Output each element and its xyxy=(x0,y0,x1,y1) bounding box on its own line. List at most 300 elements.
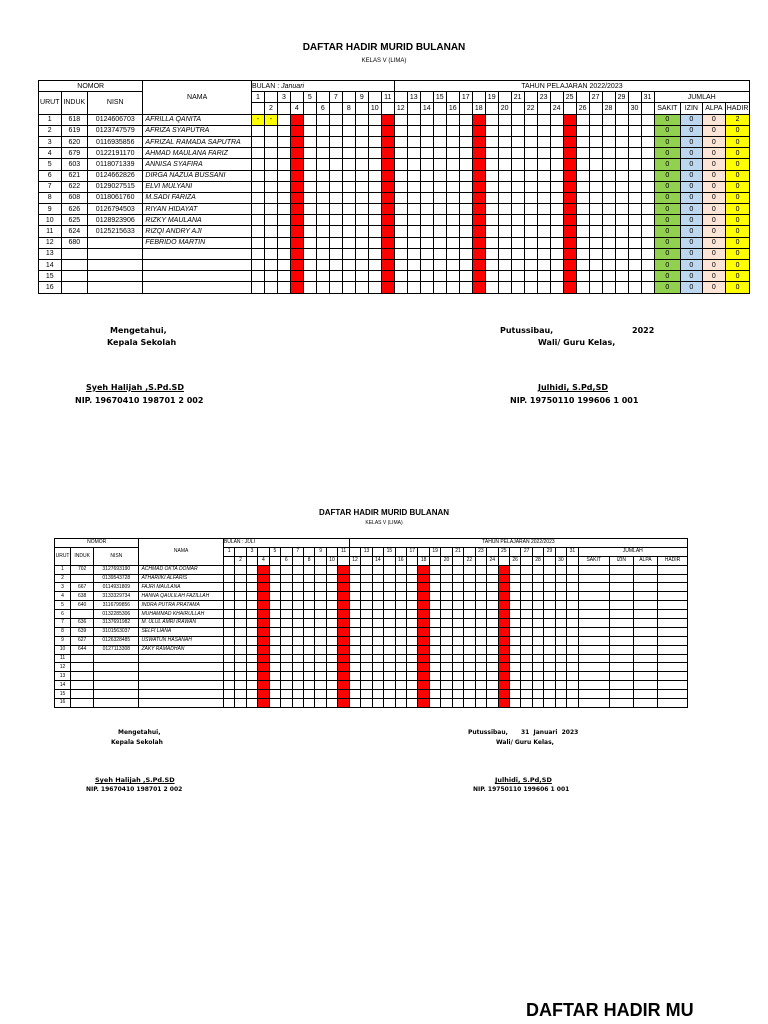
day-1: 1 xyxy=(223,547,234,556)
cell-day-19 xyxy=(429,645,440,654)
cell-izin xyxy=(609,645,633,654)
cell-urut: 3 xyxy=(39,136,62,147)
cell-day-3 xyxy=(277,237,290,248)
day-12-top xyxy=(349,547,360,556)
cell-day-23 xyxy=(537,148,550,159)
cell-hadir: 0 xyxy=(726,226,750,237)
cell-nama: ATHARIIKI ALFARIS xyxy=(139,574,223,583)
cell-day-21 xyxy=(452,619,463,628)
cell-day-24 xyxy=(487,627,498,636)
cell-day-5 xyxy=(303,215,316,226)
cell-day-14 xyxy=(420,192,433,203)
cell-day-4 xyxy=(290,148,303,159)
cell-nisn xyxy=(88,260,143,271)
cell-day-6 xyxy=(281,627,292,636)
sheet2-mengetahui: Mengetahui, xyxy=(118,729,161,736)
cell-day-31 xyxy=(641,148,654,159)
cell-day-17 xyxy=(459,159,472,170)
cell-day-21 xyxy=(511,136,524,147)
day-28-top xyxy=(532,547,543,556)
cell-day-27 xyxy=(521,672,532,681)
cell-day-26 xyxy=(509,636,520,645)
cell-nisn: 0125215633 xyxy=(88,226,143,237)
sheet1-title: DAFTAR HADIR MURID BULANAN xyxy=(302,42,466,53)
cell-day-28 xyxy=(602,148,615,159)
cell-day-7 xyxy=(329,181,342,192)
cell-day-3 xyxy=(246,672,257,681)
cell-day-23 xyxy=(537,260,550,271)
cell-day-29 xyxy=(544,592,555,601)
cell-day-16 xyxy=(395,636,406,645)
cell-day-17 xyxy=(407,681,418,690)
cell-day-23 xyxy=(537,159,550,170)
cell-induk: 620 xyxy=(61,136,88,147)
cell-day-7 xyxy=(292,672,303,681)
cell-day-28 xyxy=(532,645,543,654)
day-8: 8 xyxy=(342,103,355,114)
cell-day-30 xyxy=(628,148,641,159)
cell-day-5 xyxy=(269,583,280,592)
cell-day-9 xyxy=(315,663,326,672)
cell-day-18 xyxy=(418,681,429,690)
cell-alpa xyxy=(633,610,657,619)
sheet1-subtitle: KELAS V (LIMA) xyxy=(361,58,407,64)
cell-day-1 xyxy=(223,699,234,708)
cell-urut: 7 xyxy=(55,619,71,628)
cell-day-18 xyxy=(472,248,485,259)
cell-alpa xyxy=(633,619,657,628)
cell-day-6 xyxy=(281,636,292,645)
cell-day-19 xyxy=(485,148,498,159)
cell-day-12 xyxy=(349,645,360,654)
cell-day-26 xyxy=(576,170,589,181)
cell-day-8 xyxy=(342,125,355,136)
day-13-bottom xyxy=(407,103,420,114)
cell-day-12 xyxy=(349,699,360,708)
cell-day-23 xyxy=(537,181,550,192)
cell-day-18 xyxy=(418,672,429,681)
cell-day-28 xyxy=(532,619,543,628)
cell-day-31 xyxy=(567,610,578,619)
cell-day-23 xyxy=(475,583,486,592)
cell-alpa xyxy=(633,636,657,645)
cell-induk xyxy=(61,248,88,259)
cell-day-23 xyxy=(475,672,486,681)
cell-day-15 xyxy=(433,260,446,271)
cell-day-24 xyxy=(550,215,563,226)
cell-sakit xyxy=(578,627,609,636)
cell-sakit: 0 xyxy=(654,215,681,226)
cell-day-31 xyxy=(567,690,578,699)
cell-day-14 xyxy=(420,125,433,136)
cell-induk: 622 xyxy=(61,181,88,192)
cell-alpa xyxy=(633,627,657,636)
cell-day-16 xyxy=(395,592,406,601)
cell-izin: 0 xyxy=(681,136,703,147)
cell-hadir: 0 xyxy=(726,192,750,203)
day-7: 7 xyxy=(292,547,303,556)
cell-day-23 xyxy=(475,627,486,636)
cell-day-7 xyxy=(292,699,303,708)
cell-nisn: 3133329734 xyxy=(94,592,139,601)
header-urut: URUT xyxy=(39,92,62,114)
cell-day-31 xyxy=(567,601,578,610)
cell-day-14 xyxy=(372,645,383,654)
cell-day-3 xyxy=(277,271,290,282)
cell-day-17 xyxy=(407,601,418,610)
day-26: 26 xyxy=(509,556,520,565)
cell-day-16 xyxy=(446,204,459,215)
cell-day-3 xyxy=(277,248,290,259)
cell-day-2 xyxy=(264,159,277,170)
cell-day-12 xyxy=(394,148,407,159)
cell-alpa: 0 xyxy=(702,114,726,125)
day-29: 29 xyxy=(615,92,628,103)
day-3: 3 xyxy=(246,547,257,556)
cell-day-17 xyxy=(459,260,472,271)
cell-day-4 xyxy=(290,237,303,248)
cell-day-28 xyxy=(602,282,615,293)
cell-day-9 xyxy=(355,125,368,136)
cell-nisn xyxy=(94,681,139,690)
cell-day-8 xyxy=(303,699,314,708)
cell-urut: 15 xyxy=(39,271,62,282)
cell-day-3 xyxy=(277,181,290,192)
cell-day-20 xyxy=(498,260,511,271)
cell-day-30 xyxy=(628,170,641,181)
cell-day-24 xyxy=(550,192,563,203)
cell-day-27 xyxy=(589,271,602,282)
cell-nisn: 0129027515 xyxy=(88,181,143,192)
cell-day-5 xyxy=(303,148,316,159)
cell-day-19 xyxy=(485,282,498,293)
header-izin: IZIN xyxy=(681,103,703,114)
cell-day-16 xyxy=(395,574,406,583)
cell-day-14 xyxy=(372,565,383,574)
cell-izin xyxy=(609,699,633,708)
cell-day-20 xyxy=(441,690,452,699)
day-9: 9 xyxy=(355,92,368,103)
cell-day-24 xyxy=(550,226,563,237)
cell-day-17 xyxy=(407,627,418,636)
table-row xyxy=(39,282,750,293)
cell-nisn: 0139543728 xyxy=(94,574,139,583)
cell-day-24 xyxy=(487,610,498,619)
cell-day-31 xyxy=(641,159,654,170)
cell-day-10 xyxy=(368,271,381,282)
cell-day-19 xyxy=(429,690,440,699)
cell-day-21 xyxy=(511,215,524,226)
cell-day-3 xyxy=(277,125,290,136)
cell-nisn: 3127693190 xyxy=(94,565,139,574)
cell-day-31 xyxy=(567,681,578,690)
cell-hadir xyxy=(658,601,688,610)
cell-day-17 xyxy=(407,654,418,663)
cell-nisn: 0124606703 xyxy=(88,114,143,125)
cell-day-23 xyxy=(475,699,486,708)
day-29-bottom xyxy=(544,556,555,565)
cell-day-4 xyxy=(258,592,269,601)
sheet1-wali-kelas: Wali/ Guru Kelas, xyxy=(538,338,616,347)
cell-day-12 xyxy=(394,215,407,226)
cell-day-23 xyxy=(475,690,486,699)
cell-day-9 xyxy=(315,645,326,654)
cell-day-16 xyxy=(395,627,406,636)
cell-day-10 xyxy=(326,636,337,645)
cell-day-7 xyxy=(329,204,342,215)
table-row xyxy=(55,619,688,628)
cell-day-28 xyxy=(532,627,543,636)
cell-day-31 xyxy=(641,215,654,226)
cell-day-28 xyxy=(602,125,615,136)
day-30-top xyxy=(628,92,641,103)
cell-day-9 xyxy=(315,619,326,628)
cell-day-27 xyxy=(589,282,602,293)
cell-day-17 xyxy=(459,271,472,282)
table-row xyxy=(39,204,750,215)
cell-day-23 xyxy=(537,125,550,136)
cell-day-19 xyxy=(485,260,498,271)
cell-izin xyxy=(609,574,633,583)
day-13: 13 xyxy=(407,92,420,103)
cell-day-15 xyxy=(433,170,446,181)
cell-day-10 xyxy=(326,565,337,574)
cell-day-5 xyxy=(303,181,316,192)
cell-alpa: 0 xyxy=(702,136,726,147)
cell-day-24 xyxy=(550,282,563,293)
cell-day-29 xyxy=(544,645,555,654)
cell-nama: ACHMAD OKTA DOMAR xyxy=(139,565,223,574)
cell-day-16 xyxy=(395,601,406,610)
cell-day-15 xyxy=(384,619,395,628)
cell-day-11 xyxy=(381,271,394,282)
cell-sakit: 0 xyxy=(654,125,681,136)
cell-day-13 xyxy=(361,610,372,619)
cell-day-28 xyxy=(602,226,615,237)
cell-day-27 xyxy=(589,125,602,136)
cell-day-16 xyxy=(395,645,406,654)
cell-day-24 xyxy=(550,125,563,136)
cell-day-10 xyxy=(368,226,381,237)
cell-day-28 xyxy=(602,204,615,215)
cell-nama xyxy=(143,282,252,293)
day-17: 17 xyxy=(459,92,472,103)
cell-izin xyxy=(609,601,633,610)
cell-alpa: 0 xyxy=(702,181,726,192)
cell-day-2 xyxy=(235,574,246,583)
cell-izin xyxy=(609,636,633,645)
cell-day-6 xyxy=(316,204,329,215)
cell-day-31 xyxy=(567,592,578,601)
cell-day-12 xyxy=(394,204,407,215)
cell-day-8 xyxy=(303,601,314,610)
cell-day-7 xyxy=(292,565,303,574)
cell-day-8 xyxy=(342,148,355,159)
cell-day-22 xyxy=(464,601,475,610)
cell-day-14 xyxy=(420,248,433,259)
day-20-top xyxy=(498,92,511,103)
cell-day-23 xyxy=(537,271,550,282)
cell-day-30 xyxy=(628,226,641,237)
cell-day-18 xyxy=(418,654,429,663)
cell-day-25 xyxy=(563,170,576,181)
cell-day-17 xyxy=(407,636,418,645)
cell-izin xyxy=(609,663,633,672)
cell-day-24 xyxy=(487,672,498,681)
cell-day-30 xyxy=(555,654,566,663)
cell-nama: FAJRI MAULANA xyxy=(139,583,223,592)
cell-alpa: 0 xyxy=(702,148,726,159)
cell-day-12 xyxy=(394,114,407,125)
cell-hadir xyxy=(658,592,688,601)
cell-day-4 xyxy=(290,192,303,203)
cell-day-26 xyxy=(576,237,589,248)
header-row-1 xyxy=(55,539,688,548)
cell-day-27 xyxy=(521,610,532,619)
cell-day-18 xyxy=(472,260,485,271)
cell-day-7 xyxy=(292,610,303,619)
cell-day-8 xyxy=(303,645,314,654)
cell-day-15 xyxy=(384,690,395,699)
cell-day-2 xyxy=(235,654,246,663)
cell-day-9 xyxy=(315,636,326,645)
cell-day-24 xyxy=(487,565,498,574)
cell-day-17 xyxy=(459,114,472,125)
cell-day-3 xyxy=(246,592,257,601)
cell-day-15 xyxy=(433,204,446,215)
cell-day-19 xyxy=(485,226,498,237)
cell-day-15 xyxy=(384,565,395,574)
cell-day-20 xyxy=(441,565,452,574)
cell-day-31 xyxy=(641,181,654,192)
cell-day-11 xyxy=(338,654,350,663)
cell-day-28 xyxy=(602,181,615,192)
cell-day-21 xyxy=(452,601,463,610)
cell-day-24 xyxy=(550,148,563,159)
cell-day-23 xyxy=(537,226,550,237)
cell-nisn: 3101563037 xyxy=(94,627,139,636)
cell-day-13 xyxy=(407,170,420,181)
cell-alpa: 0 xyxy=(702,170,726,181)
cell-day-11 xyxy=(381,159,394,170)
cell-day-2 xyxy=(235,592,246,601)
cell-sakit: 0 xyxy=(654,237,681,248)
cell-day-30 xyxy=(555,699,566,708)
cell-day-1 xyxy=(251,148,264,159)
cell-day-16 xyxy=(446,170,459,181)
cell-nisn: 0118071339 xyxy=(88,159,143,170)
cell-alpa: 0 xyxy=(702,204,726,215)
cell-day-9 xyxy=(355,260,368,271)
cell-hadir xyxy=(658,565,688,574)
cell-day-10 xyxy=(368,282,381,293)
cell-day-5 xyxy=(303,260,316,271)
cell-day-7 xyxy=(329,125,342,136)
cell-day-25 xyxy=(563,204,576,215)
cell-induk: 626 xyxy=(61,204,88,215)
cell-day-14 xyxy=(372,690,383,699)
cell-day-29 xyxy=(615,226,628,237)
cell-day-24 xyxy=(487,690,498,699)
cell-day-25 xyxy=(498,619,509,628)
cell-day-4 xyxy=(258,681,269,690)
cell-day-24 xyxy=(487,645,498,654)
cell-day-6 xyxy=(316,136,329,147)
cell-day-28 xyxy=(532,681,543,690)
cell-day-23 xyxy=(537,215,550,226)
cell-izin xyxy=(609,690,633,699)
cell-day-1 xyxy=(251,170,264,181)
cell-day-18 xyxy=(418,574,429,583)
cell-induk xyxy=(71,654,94,663)
header-izin: IZIN xyxy=(609,556,633,565)
cell-day-10 xyxy=(368,114,381,125)
cell-nama: HANNA QAULILAH FAZILLAH xyxy=(139,592,223,601)
cell-day-6 xyxy=(316,260,329,271)
cell-day-25 xyxy=(563,159,576,170)
cell-day-16 xyxy=(446,282,459,293)
cell-day-28 xyxy=(532,565,543,574)
cell-day-2 xyxy=(235,627,246,636)
cell-day-31 xyxy=(641,260,654,271)
day-28: 28 xyxy=(532,556,543,565)
cell-day-28 xyxy=(532,592,543,601)
cell-day-9 xyxy=(355,271,368,282)
cell-day-28 xyxy=(532,672,543,681)
cell-day-26 xyxy=(576,204,589,215)
cell-day-29 xyxy=(544,663,555,672)
cell-alpa xyxy=(633,654,657,663)
cell-nisn: 0126794503 xyxy=(88,204,143,215)
cell-izin: 0 xyxy=(681,215,703,226)
cell-sakit xyxy=(578,610,609,619)
cell-day-3 xyxy=(246,699,257,708)
cell-day-8 xyxy=(342,271,355,282)
cell-day-19 xyxy=(429,619,440,628)
cell-day-5 xyxy=(269,690,280,699)
cell-day-8 xyxy=(303,610,314,619)
cell-day-1 xyxy=(223,601,234,610)
cell-day-13 xyxy=(361,681,372,690)
cell-day-19 xyxy=(485,192,498,203)
cell-day-10 xyxy=(368,204,381,215)
cell-day-8 xyxy=(303,592,314,601)
cell-day-20 xyxy=(441,583,452,592)
cell-day-21 xyxy=(511,237,524,248)
cell-day-28 xyxy=(532,583,543,592)
cell-day-14 xyxy=(420,226,433,237)
cell-day-16 xyxy=(446,271,459,282)
cell-day-4 xyxy=(290,215,303,226)
cell-day-30 xyxy=(555,645,566,654)
cell-day-28 xyxy=(532,663,543,672)
cell-hadir: 0 xyxy=(726,159,750,170)
cell-izin: 0 xyxy=(681,192,703,203)
cell-day-22 xyxy=(464,627,475,636)
cell-day-5 xyxy=(269,610,280,619)
cell-day-25 xyxy=(498,636,509,645)
day-17-bottom xyxy=(459,103,472,114)
cell-day-20 xyxy=(441,645,452,654)
cell-day-18 xyxy=(418,610,429,619)
cell-day-17 xyxy=(459,181,472,192)
cell-alpa xyxy=(633,592,657,601)
cell-sakit xyxy=(578,592,609,601)
cell-hadir xyxy=(658,699,688,708)
cell-urut: 9 xyxy=(39,204,62,215)
cell-day-9 xyxy=(355,248,368,259)
cell-day-11 xyxy=(338,583,350,592)
